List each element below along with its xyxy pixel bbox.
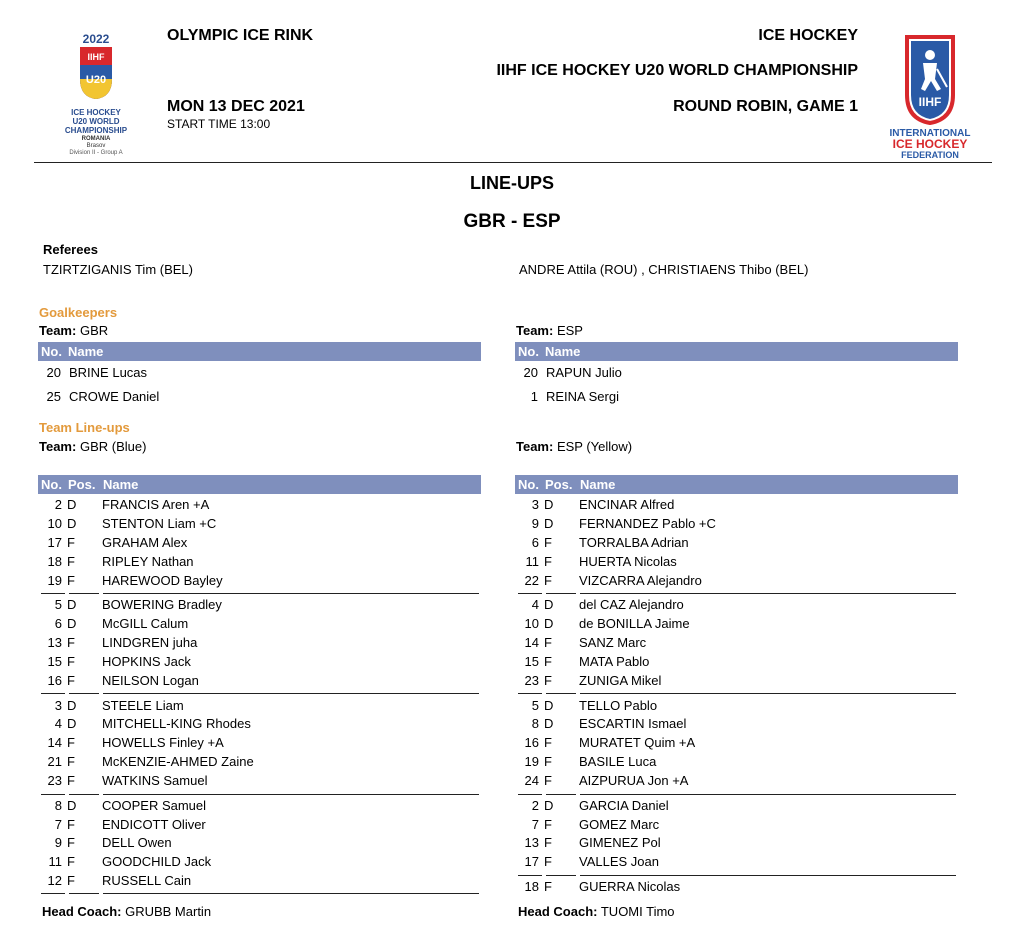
player-position: F (544, 754, 552, 769)
player-position: D (544, 516, 554, 531)
player-position: F (544, 835, 552, 850)
head-coach-home-name: GRUBB Martin (125, 904, 212, 919)
line-separator (518, 875, 542, 876)
player-position: D (544, 798, 554, 813)
lineup-away-team (516, 439, 632, 454)
player-number: 11 (48, 854, 62, 869)
lineup-home-col-pos: Pos. (68, 477, 96, 492)
player-number: 5 (54, 597, 62, 612)
player-number: 10 (47, 516, 62, 531)
gk-away-col-no: No. (518, 344, 539, 359)
iihf-logo-line-3: FEDERATION (901, 150, 959, 160)
gk-home-col-no: No. (41, 344, 62, 359)
player-position: F (67, 773, 75, 788)
player-name: GARCIA Daniel (579, 798, 669, 813)
player-position: D (67, 597, 77, 612)
player-position: D (67, 716, 77, 731)
line-separator (580, 794, 956, 795)
referees-main: TZIRTZIGANIS Tim (BEL) (43, 262, 193, 277)
player-position: D (67, 798, 77, 813)
player-number: 12 (47, 873, 62, 888)
event-logo-line-3: CHAMPIONSHIP (64, 126, 128, 135)
player-name: NEILSON Logan (102, 673, 199, 688)
event-logo (56, 32, 136, 160)
player-name: RUSSELL Cain (102, 873, 192, 888)
player-number: 11 (525, 554, 539, 569)
line-separator (518, 693, 542, 694)
line-separator (69, 794, 99, 795)
iihf-logo-line-2: ICE HOCKEY (892, 137, 968, 151)
lineup-home-header (38, 475, 481, 494)
player-position: F (67, 535, 75, 550)
lineup-away-col-no: No. (518, 477, 539, 492)
page-title: LINE-UPS (469, 173, 554, 193)
line-separator (41, 593, 65, 594)
line-separator (580, 693, 956, 694)
line-separator (103, 593, 479, 594)
event-logo-city: Brasov (86, 143, 106, 149)
gk-name: CROWE Daniel (69, 389, 160, 404)
player-position: F (544, 635, 552, 650)
player-number: 14 (47, 735, 62, 750)
player-number: 6 (54, 616, 62, 631)
championship: IIHF ICE HOCKEY U20 WORLD CHAMPIONSHIP (496, 62, 858, 79)
line-separator (546, 875, 576, 876)
event-logo-country: ROMANIA (81, 136, 111, 142)
line-separator (103, 693, 479, 694)
player-number: 2 (531, 798, 539, 813)
player-position: F (544, 817, 552, 832)
line-separator (546, 593, 576, 594)
player-number: 10 (524, 616, 539, 631)
iihf-logo (880, 33, 980, 161)
player-position: F (544, 735, 552, 750)
player-name: STENTON Liam +C (102, 516, 217, 531)
player-position: D (544, 716, 554, 731)
event-logo-division: Division II - Group A (69, 150, 123, 156)
line-separator (103, 794, 479, 795)
player-name: HOPKINS Jack (102, 654, 191, 669)
gk-number: 25 (46, 389, 61, 404)
player-number: 6 (531, 535, 539, 550)
referees-label: Referees (43, 242, 98, 257)
player-name: LINDGREN juha (102, 635, 198, 650)
player-position: F (544, 654, 552, 669)
round: ROUND ROBIN, GAME 1 (673, 98, 858, 115)
player-number: 2 (54, 497, 62, 512)
player-position: D (544, 597, 554, 612)
player-number: 15 (47, 654, 62, 669)
line-separator (580, 875, 956, 876)
player-name: AIZPURUA Jon +A (579, 773, 689, 788)
player-name: GRAHAM Alex (102, 535, 188, 550)
player-name: BASILE Luca (579, 754, 657, 769)
player-name: MATA Pablo (579, 654, 650, 669)
line-separator (41, 693, 65, 694)
gk-home-team-name: GBR (79, 323, 109, 338)
gk-home-team (39, 323, 108, 338)
gk-away-col-name: Name (545, 344, 581, 359)
player-name: VIZCARRA Alejandro (579, 573, 702, 588)
gk-away-team (516, 323, 583, 338)
player-number: 21 (47, 754, 62, 769)
player-position: F (544, 554, 552, 569)
line-separator (69, 893, 99, 894)
player-name: ENCINAR Alfred (579, 497, 675, 512)
player-name: BOWERING Bradley (102, 597, 222, 612)
lineup-away-col-pos: Pos. (545, 477, 573, 492)
line-separator (518, 593, 542, 594)
player-position: F (67, 754, 75, 769)
gk-name: RAPUN Julio (546, 365, 622, 380)
player-position: D (544, 497, 554, 512)
gk-number: 20 (46, 365, 61, 380)
line-separator (103, 893, 479, 894)
player-number: 4 (531, 597, 539, 612)
player-name: ZUNIGA Mikel (579, 673, 662, 688)
event-logo-year: 2022 (82, 32, 110, 46)
gk-home-header (38, 342, 481, 361)
gk-away-team-name: ESP (556, 323, 583, 338)
player-number: 19 (524, 754, 539, 769)
line-separator (546, 693, 576, 694)
player-name: SANZ Marc (579, 635, 647, 650)
player-position: F (544, 879, 552, 894)
gk-number: 1 (530, 389, 538, 404)
line-separator (69, 693, 99, 694)
player-number: 18 (47, 554, 62, 569)
player-name: ENDICOTT Oliver (102, 817, 206, 832)
head-coach-away-name: TUOMI Timo (600, 904, 675, 919)
player-name: HOWELLS Finley +A (102, 735, 224, 750)
player-name: MURATET Quim +A (579, 735, 696, 750)
player-number: 8 (54, 798, 62, 813)
player-name: MITCHELL-KING Rhodes (102, 716, 251, 731)
matchup: GBR - ESP (463, 211, 561, 232)
player-position: D (67, 698, 77, 713)
player-position: D (544, 616, 554, 631)
match-date: MON 13 DEC 2021 (167, 98, 305, 115)
player-position: F (67, 735, 75, 750)
player-position: F (67, 673, 75, 688)
player-number: 13 (524, 835, 539, 850)
player-name: TELLO Pablo (579, 698, 658, 713)
line-separator (41, 893, 65, 894)
player-name: HUERTA Nicolas (579, 554, 677, 569)
player-position: F (67, 854, 75, 869)
sport: ICE HOCKEY (758, 27, 858, 44)
player-number: 5 (531, 698, 539, 713)
player-number: 23 (524, 673, 539, 688)
iihf-shield-text: IIHF (918, 95, 942, 109)
gk-name: BRINE Lucas (69, 365, 148, 380)
referees-linesmen: ANDRE Attila (ROU) , CHRISTIAENS Thibo (BEL) (519, 262, 809, 277)
event-logo-glyph: U20 (85, 74, 107, 86)
player-number: 19 (47, 573, 62, 588)
player-position: F (544, 773, 552, 788)
lineup-away-team-name: ESP (Yellow) (556, 439, 633, 454)
head-coach-away-label: Head Coach: (518, 904, 598, 919)
gk-away-header (515, 342, 958, 361)
player-name: McKENZIE-AHMED Zaine (102, 754, 254, 769)
gk-home-team-label: Team: (39, 323, 77, 338)
player-position: D (67, 616, 77, 631)
iihf-shield-icon (903, 33, 957, 127)
player-name: GOODCHILD Jack (102, 854, 212, 869)
player-number: 15 (524, 654, 539, 669)
player-name: HAREWOOD Bayley (102, 573, 223, 588)
player-number: 7 (54, 817, 62, 832)
line-separator (546, 794, 576, 795)
player-name: COOPER Samuel (102, 798, 207, 813)
lineup-home-team (39, 439, 146, 454)
head-coach-home (42, 904, 211, 919)
lineup-away-header (515, 475, 958, 494)
player-name: FERNANDEZ Pablo +C (579, 516, 716, 531)
lineup-home-col-name: Name (103, 477, 139, 492)
lineup-away-col-name: Name (580, 477, 616, 492)
lineup-home-col-no: No. (41, 477, 62, 492)
player-position: F (67, 635, 75, 650)
line-separator (580, 593, 956, 594)
player-number: 17 (47, 535, 62, 550)
player-position: F (67, 554, 75, 569)
player-name: GIMENEZ Pol (579, 835, 661, 850)
player-position: F (544, 573, 552, 588)
player-number: 14 (524, 635, 539, 650)
gk-number: 20 (523, 365, 538, 380)
player-number: 8 (531, 716, 539, 731)
player-name: TORRALBA Adrian (579, 535, 689, 550)
event-logo-brand: IIHF (87, 52, 105, 62)
player-position: D (67, 516, 77, 531)
player-number: 23 (47, 773, 62, 788)
event-logo-line-1: ICE HOCKEY (71, 108, 121, 117)
lineup-home-team-name: GBR (Blue) (79, 439, 147, 454)
player-name: STEELE Liam (102, 698, 184, 713)
player-number: 13 (47, 635, 62, 650)
lineups-title: Team Line-ups (39, 420, 130, 435)
player-position: F (544, 673, 552, 688)
player-position: F (67, 817, 75, 832)
player-name: DELL Owen (102, 835, 172, 850)
player-position: F (67, 573, 75, 588)
player-position: F (67, 835, 75, 850)
player-position: D (67, 497, 77, 512)
player-number: 7 (531, 817, 539, 832)
player-number: 16 (524, 735, 539, 750)
player-number: 3 (54, 698, 62, 713)
line-separator (41, 794, 65, 795)
player-number: 9 (54, 835, 62, 850)
player-name: GUERRA Nicolas (579, 879, 681, 894)
line-separator (69, 593, 99, 594)
head-coach-home-label: Head Coach: (42, 904, 122, 919)
player-name: del CAZ Alejandro (579, 597, 684, 612)
player-number: 18 (524, 879, 539, 894)
player-name: GOMEZ Marc (579, 817, 660, 832)
player-name: VALLES Joan (579, 854, 659, 869)
player-number: 24 (524, 773, 539, 788)
header-divider (34, 162, 992, 163)
player-position: F (67, 654, 75, 669)
lineup-home-team-label: Team: (39, 439, 77, 454)
gk-name: REINA Sergi (546, 389, 619, 404)
lineup-away-team-label: Team: (516, 439, 554, 454)
player-number: 17 (524, 854, 539, 869)
head-coach-away (518, 904, 675, 919)
player-number: 9 (531, 516, 539, 531)
player-number: 16 (47, 673, 62, 688)
player-name: ESCARTIN Ismael (579, 716, 687, 731)
player-name: WATKINS Samuel (102, 773, 208, 788)
player-name: FRANCIS Aren +A (102, 497, 210, 512)
player-name: RIPLEY Nathan (102, 554, 194, 569)
start-time: START TIME 13:00 (167, 117, 271, 131)
venue: OLYMPIC ICE RINK (167, 27, 314, 44)
player-position: F (544, 854, 552, 869)
iihf-logo-line-1: INTERNATIONAL (889, 128, 971, 139)
gk-home-col-name: Name (68, 344, 104, 359)
goalkeepers-title: Goalkeepers (39, 305, 118, 320)
player-position: D (544, 698, 554, 713)
player-name: de BONILLA Jaime (579, 616, 690, 631)
player-number: 4 (54, 716, 62, 731)
player-number: 22 (524, 573, 539, 588)
player-name: McGILL Calum (102, 616, 189, 631)
line-separator (518, 794, 542, 795)
event-logo-line-2: U20 WORLD (72, 117, 120, 126)
player-position: F (544, 535, 552, 550)
gk-away-team-label: Team: (516, 323, 554, 338)
player-position: F (67, 873, 75, 888)
player-number: 3 (531, 497, 539, 512)
